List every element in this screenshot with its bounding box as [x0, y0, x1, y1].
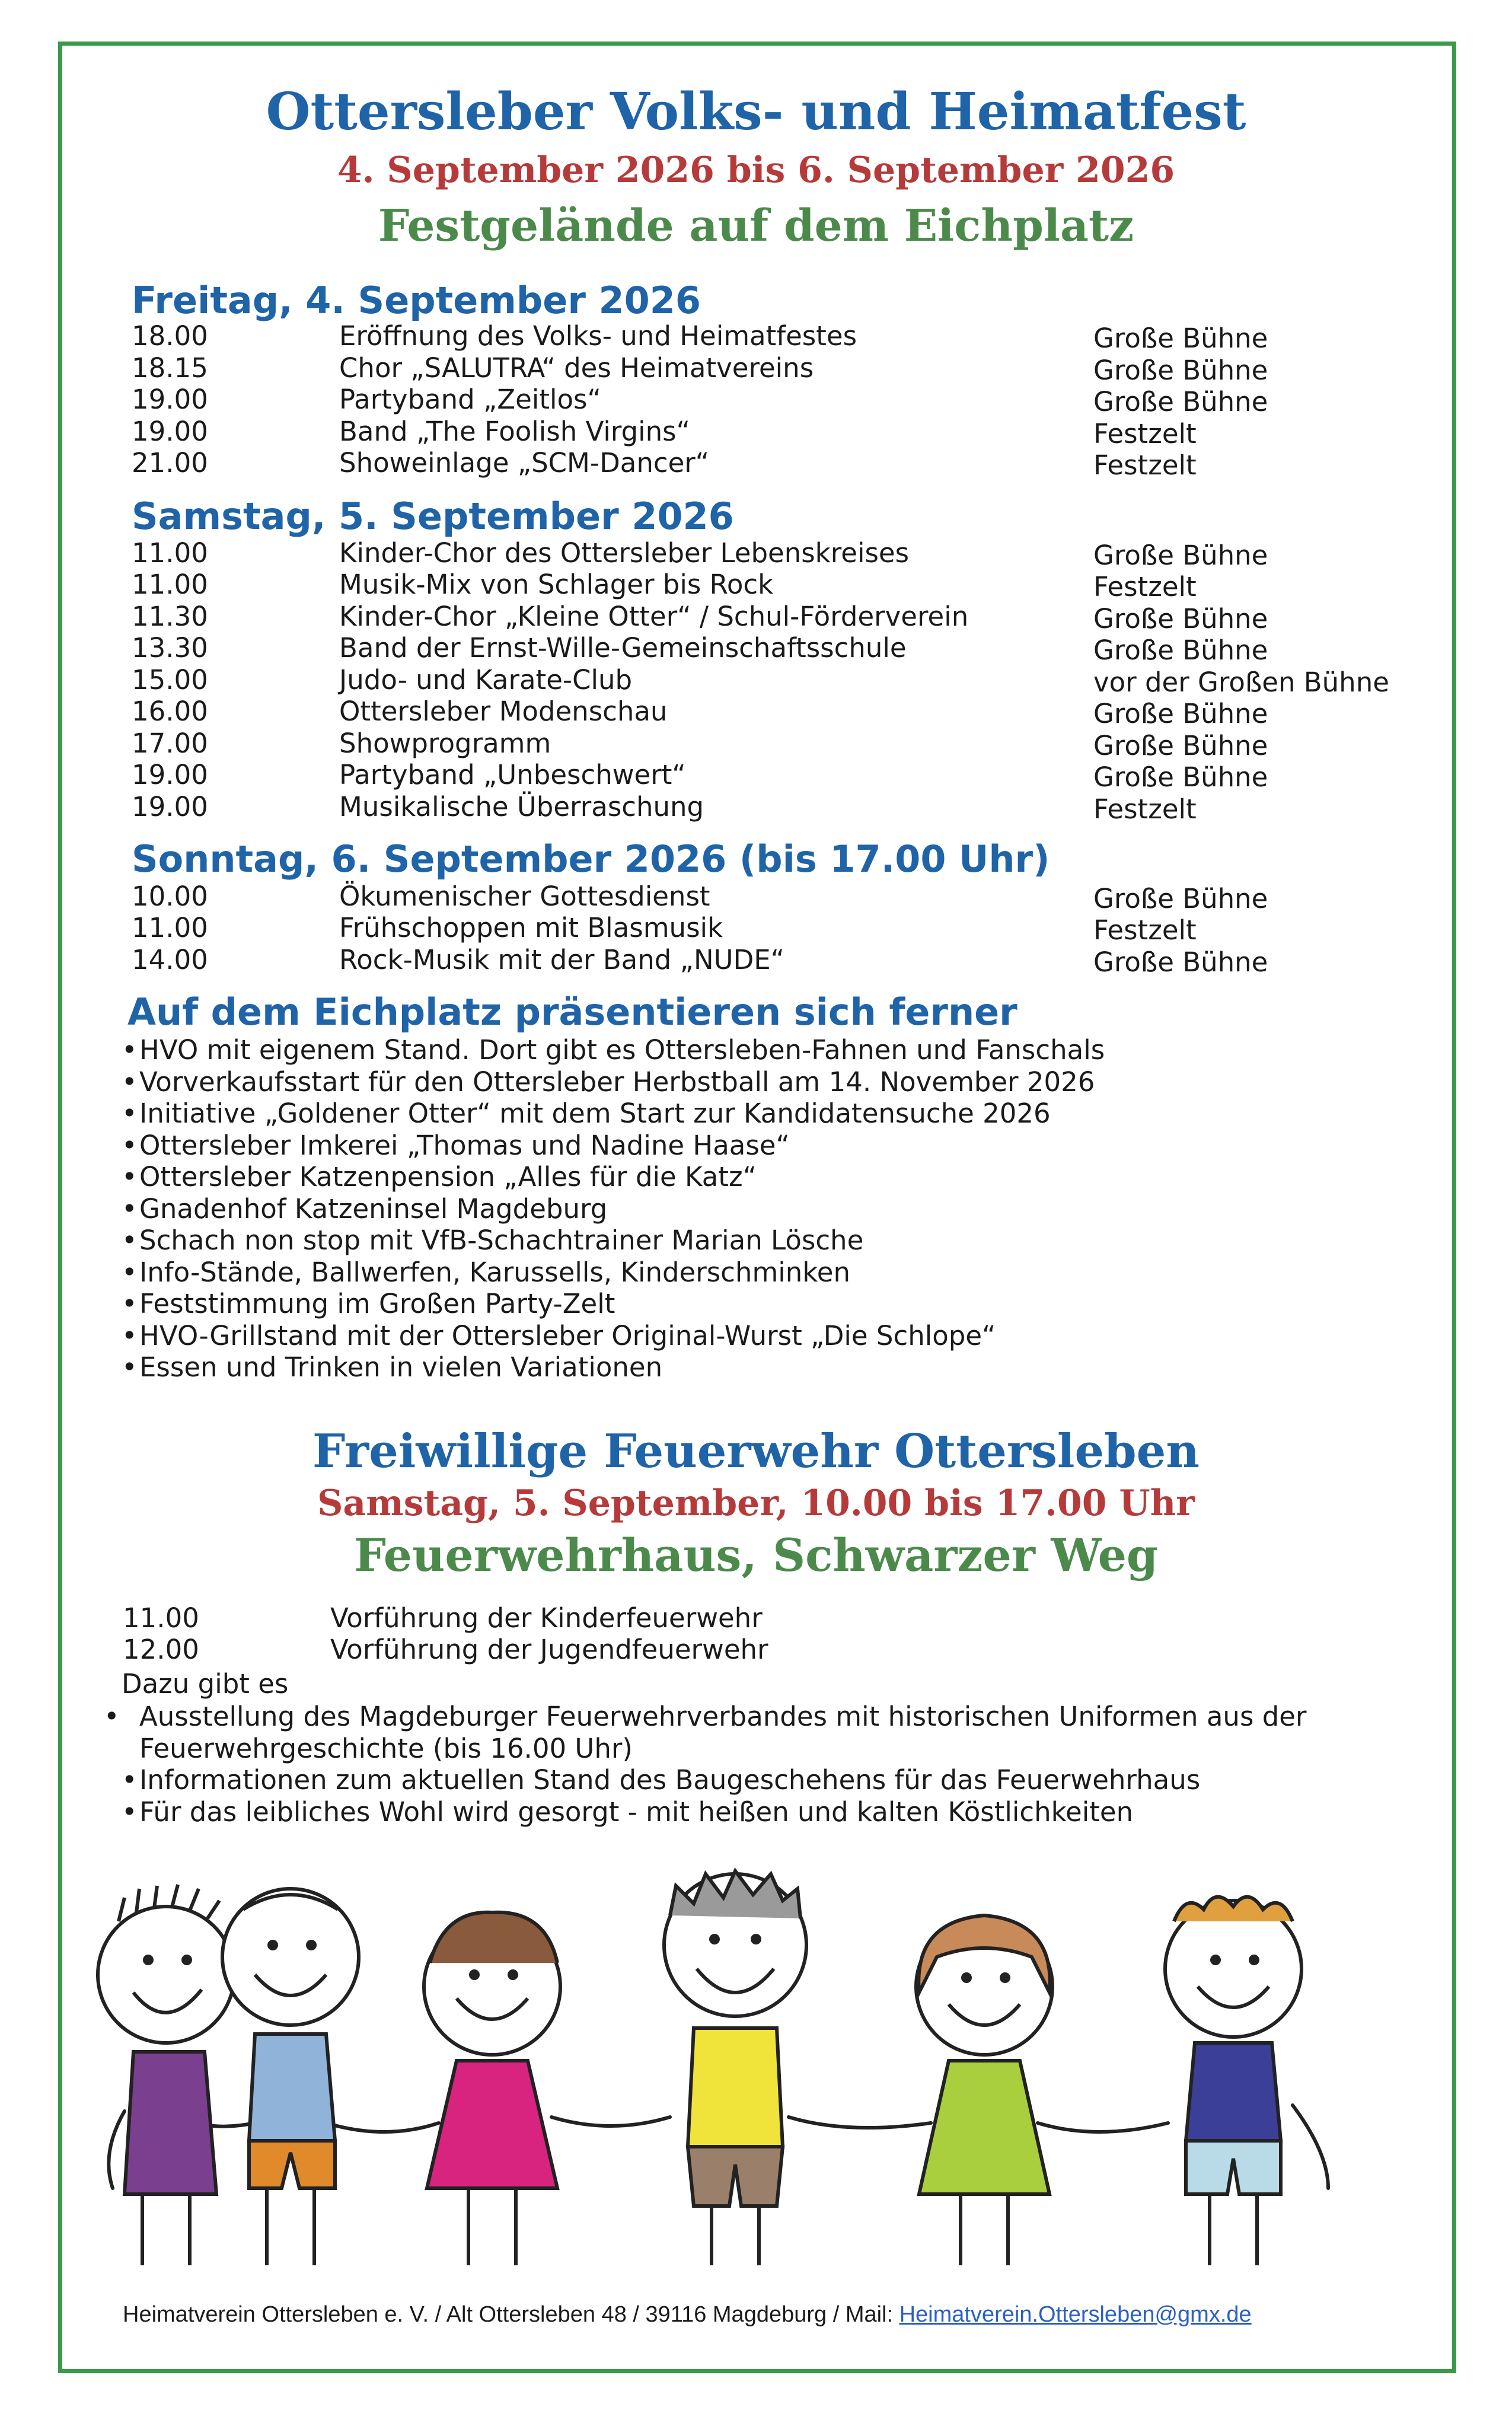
child-2	[222, 1889, 359, 2265]
bullet: •	[122, 1764, 138, 1796]
row-time: 16.00	[132, 696, 208, 727]
row-event: Frühschoppen mit Blasmusik	[339, 912, 723, 943]
row-place: Festzelt	[1093, 571, 1197, 602]
day-title-sunday: Sonntag, 6. September 2026 (bis 17.00 Uhr)	[132, 837, 1050, 881]
row-event: Chor „SALUTRA“ des Heimatvereins	[339, 352, 814, 384]
feuerwehr-date: Samstag, 5. September, 10.00 bis 17.00 Uhr	[317, 1483, 1195, 1524]
child-6	[1165, 1897, 1302, 2265]
row-time: 17.00	[132, 728, 208, 759]
row-event: Judo- und Karate-Club	[339, 664, 633, 696]
row-place: Große Bühne	[1093, 603, 1268, 635]
list-item-text: Feststimmung im Großen Party-Zelt	[139, 1288, 615, 1319]
row-time: 18.00	[132, 320, 208, 352]
row-time: 21.00	[132, 447, 208, 479]
list-item-text: Ottersleber Imkerei „Thomas und Nadine Haase“	[139, 1129, 790, 1161]
row-event: Band der Ernst-Wille-Gemeinschaftsschule	[339, 632, 907, 664]
row-time: 19.00	[132, 791, 208, 823]
row-event: Musik-Mix von Schlager bis Rock	[339, 569, 774, 600]
row-event: Vorführung der Jugendfeuerwehr	[330, 1634, 768, 1665]
feuerwehr-location: Feuerwehrhaus, Schwarzer Weg	[353, 1529, 1159, 1582]
row-time: 15.00	[132, 664, 208, 696]
festival-dates: 4. September 2026 bis 6. September 2026	[337, 149, 1175, 191]
footer-email-link[interactable]: Heimatverein.Ottersleben@gmx.de	[899, 2302, 1252, 2327]
row-time: 11.00	[132, 569, 208, 600]
child-4	[664, 1871, 806, 2265]
row-place: Festzelt	[1093, 450, 1197, 481]
festival-title: Ottersleber Volks- und Heimatfest	[266, 82, 1246, 142]
row-time: 13.30	[132, 632, 208, 664]
row-event: Kinder-Chor „Kleine Otter“ / Schul-Förderverein	[339, 601, 969, 632]
row-place: Festzelt	[1093, 418, 1197, 450]
row-time: 10.00	[132, 881, 208, 912]
list-item	[122, 1796, 1438, 1828]
row-time: 18.15	[132, 352, 208, 384]
list-item	[122, 1351, 1438, 1383]
bullet: •	[122, 1351, 138, 1383]
list-item	[122, 1764, 1438, 1796]
list-item	[122, 1288, 1438, 1320]
row-place: Große Bühne	[1093, 698, 1268, 729]
row-place: Große Bühne	[1093, 540, 1268, 571]
list-item-text: Initiative „Goldener Otter“ mit dem Start zur Kandidatensuche 2026	[139, 1098, 1051, 1129]
bullet: •	[104, 1701, 120, 1732]
children-illustration	[77, 1856, 1435, 2283]
footer	[123, 2302, 1252, 2328]
day-title-friday: Freitag, 4. September 2026	[132, 279, 701, 322]
row-event: Rock-Musik mit der Band „NUDE“	[339, 944, 784, 976]
list-item-text: Gnadenhof Katzeninsel Magdeburg	[139, 1193, 608, 1225]
child-1	[98, 1885, 234, 2265]
bullet: •	[122, 1129, 138, 1161]
list-item	[122, 1066, 1438, 1098]
list-item-text: Vorverkaufsstart für den Ottersleber Herbstball am 14. November 2026	[139, 1066, 1095, 1098]
row-place: Große Bühne	[1093, 323, 1268, 354]
eichplatz-title: Auf dem Eichplatz präsentieren sich ferner	[127, 990, 1017, 1034]
list-item	[122, 1193, 1438, 1225]
bullet: •	[122, 1256, 138, 1288]
bullet: •	[122, 1319, 138, 1351]
row-event: Partyband „Unbeschwert“	[339, 759, 686, 790]
child-3	[424, 1912, 560, 2265]
row-time: 11.00	[132, 537, 208, 569]
list-item-text: HVO mit eigenem Stand. Dort gibt es Ottersleben-Fahnen und Fanschals	[139, 1034, 1105, 1066]
row-place: Große Bühne	[1093, 635, 1268, 666]
row-time: 14.00	[132, 944, 208, 976]
row-place: vor der Großen Bühne	[1093, 667, 1389, 698]
row-place: Festzelt	[1093, 914, 1197, 946]
row-event: Ottersleber Modenschau	[339, 696, 668, 727]
list-item-text: Ausstellung des Magdeburger Feuerwehrverbandes mit historischen Uniformen aus der Feuerwehrgeschichte (bis 16.00 Uhr)	[139, 1701, 1307, 1764]
list-item-text: Info-Stände, Ballwerfen, Karussells, Kinderschminken	[139, 1256, 850, 1288]
row-place: Große Bühne	[1093, 946, 1268, 978]
feuerwehr-list	[104, 1701, 1438, 1828]
list-item-text: HVO-Grillstand mit der Ottersleber Original-Wurst „Die Schlope“	[139, 1319, 996, 1351]
row-time: 19.00	[132, 759, 208, 790]
row-time: 11.00	[123, 1602, 199, 1634]
row-place: Große Bühne	[1093, 730, 1268, 761]
row-time: 19.00	[132, 384, 208, 415]
row-event: Musikalische Überraschung	[339, 791, 704, 823]
row-place: Große Bühne	[1093, 386, 1268, 417]
row-time: 11.00	[132, 912, 208, 943]
feuerwehr-intro: Dazu gibt es	[122, 1668, 289, 1700]
bullet: •	[122, 1161, 138, 1193]
row-time: 12.00	[123, 1634, 199, 1665]
bullet: •	[122, 1066, 138, 1098]
bullet: •	[122, 1193, 138, 1225]
list-item	[122, 1130, 1438, 1162]
row-place: Große Bühne	[1093, 883, 1268, 914]
bullet: •	[122, 1796, 138, 1828]
list-item	[122, 1098, 1438, 1130]
day-title-saturday: Samstag, 5. September 2026	[132, 495, 734, 538]
row-event: Showprogramm	[339, 728, 551, 759]
row-event: Kinder-Chor des Ottersleber Lebenskreises	[339, 537, 910, 569]
row-place: Große Bühne	[1093, 355, 1268, 386]
list-item	[122, 1161, 1438, 1193]
list-item	[122, 1225, 1438, 1257]
row-event: Eröffnung des Volks- und Heimatfestes	[339, 320, 857, 352]
bullet: •	[122, 1225, 138, 1256]
row-event: Showeinlage „SCM-Dancer“	[339, 447, 710, 479]
list-item	[122, 1034, 1438, 1066]
row-event: Band „The Foolish Virgins“	[339, 416, 690, 447]
list-item-text: Ottersleber Katzenpension „Alles für die Katz“	[139, 1161, 757, 1193]
bullet: •	[122, 1034, 138, 1066]
list-item-text: Schach non stop mit VfB-Schachtrainer Marian Lösche	[139, 1225, 864, 1256]
list-item	[122, 1320, 1438, 1352]
row-event: Vorführung der Kinderfeuerwehr	[330, 1602, 763, 1634]
list-item	[104, 1701, 1438, 1764]
row-event: Partyband „Zeitlos“	[339, 384, 601, 415]
eichplatz-list	[122, 1034, 1438, 1383]
festival-location: Festgelände auf dem Eichplatz	[378, 200, 1134, 251]
row-place: Festzelt	[1093, 793, 1197, 825]
bullet: •	[122, 1288, 138, 1319]
bullet: •	[122, 1098, 138, 1129]
list-item	[122, 1257, 1438, 1289]
feuerwehr-title: Freiwillige Feuerwehr Ottersleben	[312, 1424, 1200, 1478]
row-place: Große Bühne	[1093, 761, 1268, 793]
row-time: 19.00	[132, 416, 208, 447]
list-item-text: Essen und Trinken in vielen Variationen	[139, 1351, 663, 1383]
list-item-text: Für das leibliches Wohl wird gesorgt - mit heißen und kalten Köstlichkeiten	[139, 1796, 1134, 1828]
list-item-text: Informationen zum aktuellen Stand des Baugeschehens für das Feuerwehrhaus	[139, 1764, 1201, 1796]
row-event: Ökumenischer Gottesdienst	[339, 881, 710, 912]
row-time: 11.30	[132, 601, 208, 632]
footer-address: Heimatverein Ottersleben e. V. / Alt Ottersleben 48 / 39116 Magdeburg / Mail:	[123, 2302, 899, 2327]
child-5	[916, 1915, 1052, 2265]
